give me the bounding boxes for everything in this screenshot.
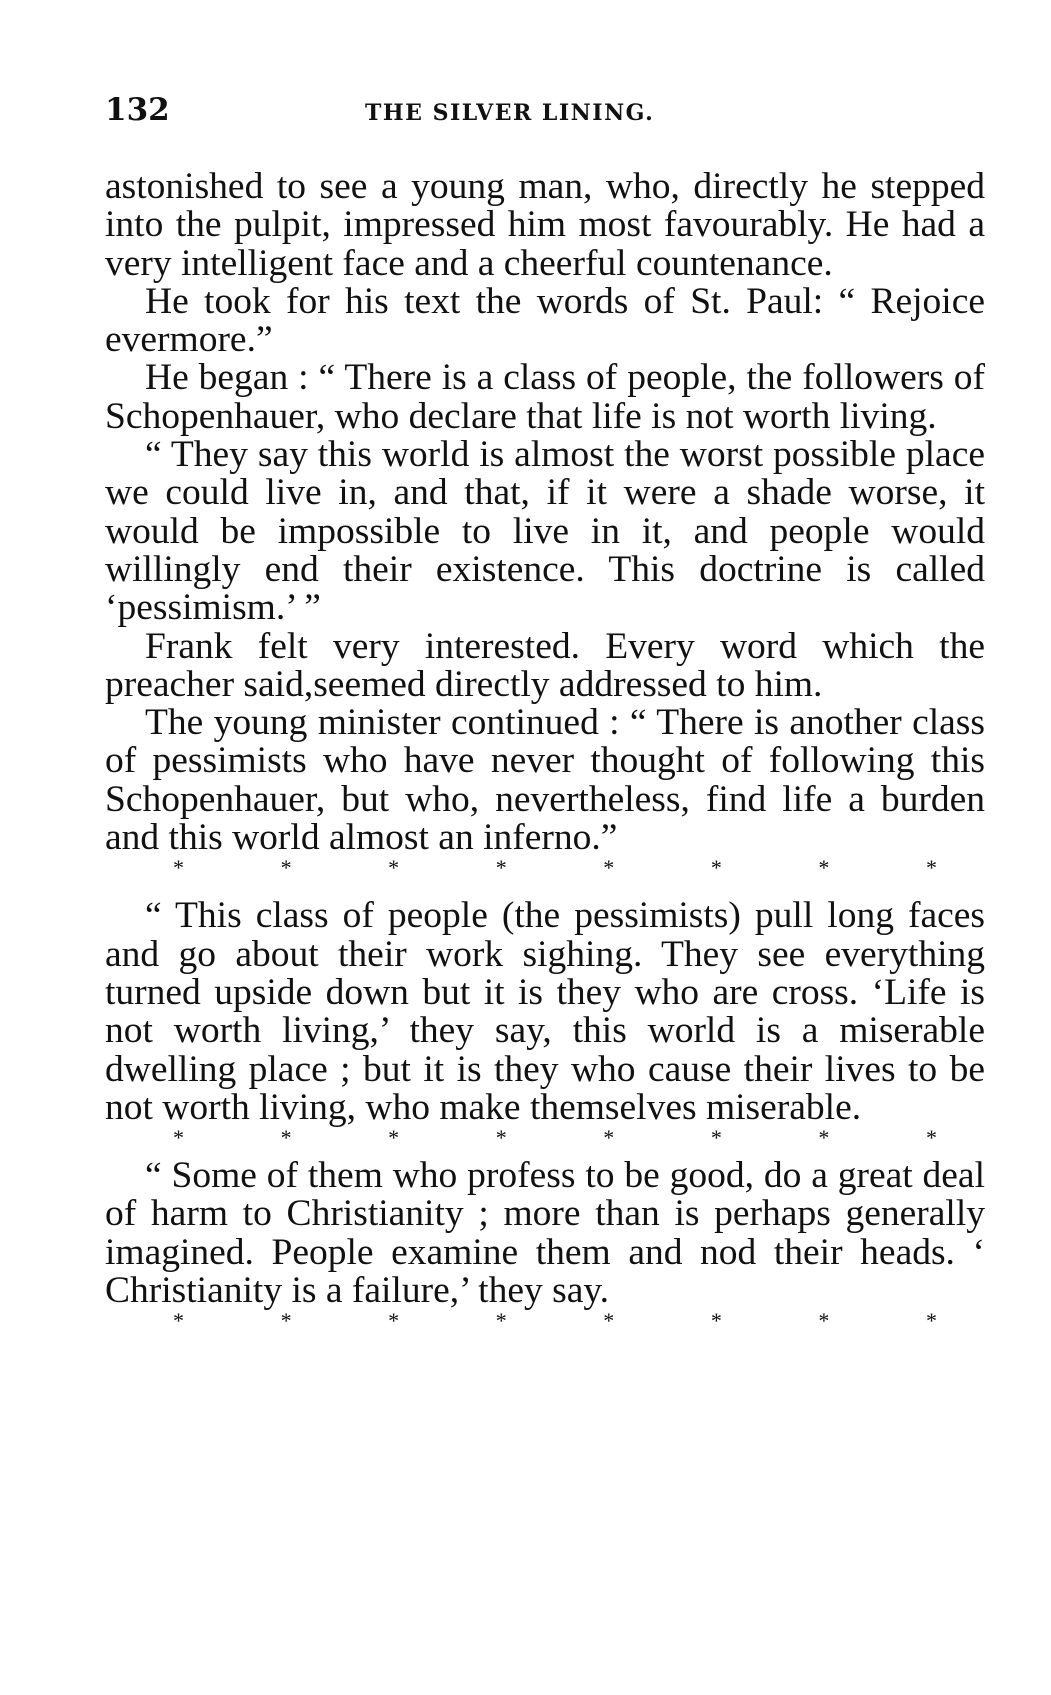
asterisk: *	[173, 855, 184, 881]
running-title: THE SILVER LINING.	[365, 100, 655, 126]
asterisk: *	[388, 855, 400, 881]
asterisk: *	[818, 1308, 830, 1334]
asterisk: *	[603, 1125, 615, 1151]
asterisk: *	[495, 1308, 507, 1334]
asterisk: *	[280, 1125, 292, 1151]
section-separator	[105, 1127, 985, 1157]
asterisk: *	[280, 855, 292, 881]
asterisk: *	[388, 1125, 400, 1151]
asterisk: *	[495, 855, 507, 881]
asterisk: *	[710, 1125, 722, 1151]
asterisk: *	[173, 1125, 184, 1151]
paragraph: He took for his text the words of St. Paul: “ Rejoice evermore.”	[105, 280, 985, 361]
page-header	[105, 92, 985, 142]
asterisk: *	[818, 855, 830, 881]
paragraph: The young minister continued : “ There is another class of pessimists who have never thought of following this Schopenhauer, but who, nevertheless, find life a burden and this world almost an inferno.”	[105, 702, 985, 859]
section-separator	[105, 857, 985, 897]
asterisk: *	[495, 1125, 507, 1151]
asterisk: *	[925, 1308, 937, 1334]
book-page	[105, 92, 985, 1340]
asterisk: *	[603, 1308, 615, 1334]
asterisk: *	[925, 1125, 937, 1151]
paragraph: “ This class of people (the pessimists) pull long faces and go about their work sighing. They see everything turned upside down but it is they who are cross. ‘Life is not worth living,’ they say, this world is a miserable dwelling place ; but it is they who cause their lives to be not worth living, who make themselves miserable.	[105, 895, 985, 1128]
paragraph: He began : “ There is a class of people, the followers of Schopenhauer, who declare that life is not worth living.	[105, 357, 985, 437]
section-separator	[105, 1310, 985, 1340]
page-number: 132	[105, 92, 170, 128]
asterisk: *	[280, 1308, 292, 1334]
paragraph: “ Some of them who profess to be good, do a great deal of harm to Christianity ; more than is perhaps generally imagined. People examine them and nod their heads. ‘ Christianity is a failure,’ they say.	[105, 1155, 985, 1312]
asterisk: *	[818, 1125, 830, 1151]
paragraph: Frank felt very interested. Every word which the preacher said,seemed directly addressed to him.	[105, 625, 985, 705]
paragraph: astonished to see a young man, who, directly he stepped into the pulpit, impressed him most favourably. He had a very intelligent face and a cheerful countenance.	[105, 166, 985, 284]
asterisk: *	[173, 1308, 184, 1334]
body-text	[105, 168, 985, 1340]
asterisk: *	[388, 1308, 400, 1334]
asterisk: *	[925, 855, 937, 881]
asterisk: *	[710, 855, 722, 881]
paragraph: “ They say this world is almost the worst possible place we could live in, and that, if it were a shade worse, it would be impossible to live in it, and people would willingly end their existence. This doctrine is called ‘pessimism.’ ”	[105, 434, 985, 629]
asterisk: *	[603, 855, 615, 881]
asterisk: *	[710, 1308, 722, 1334]
